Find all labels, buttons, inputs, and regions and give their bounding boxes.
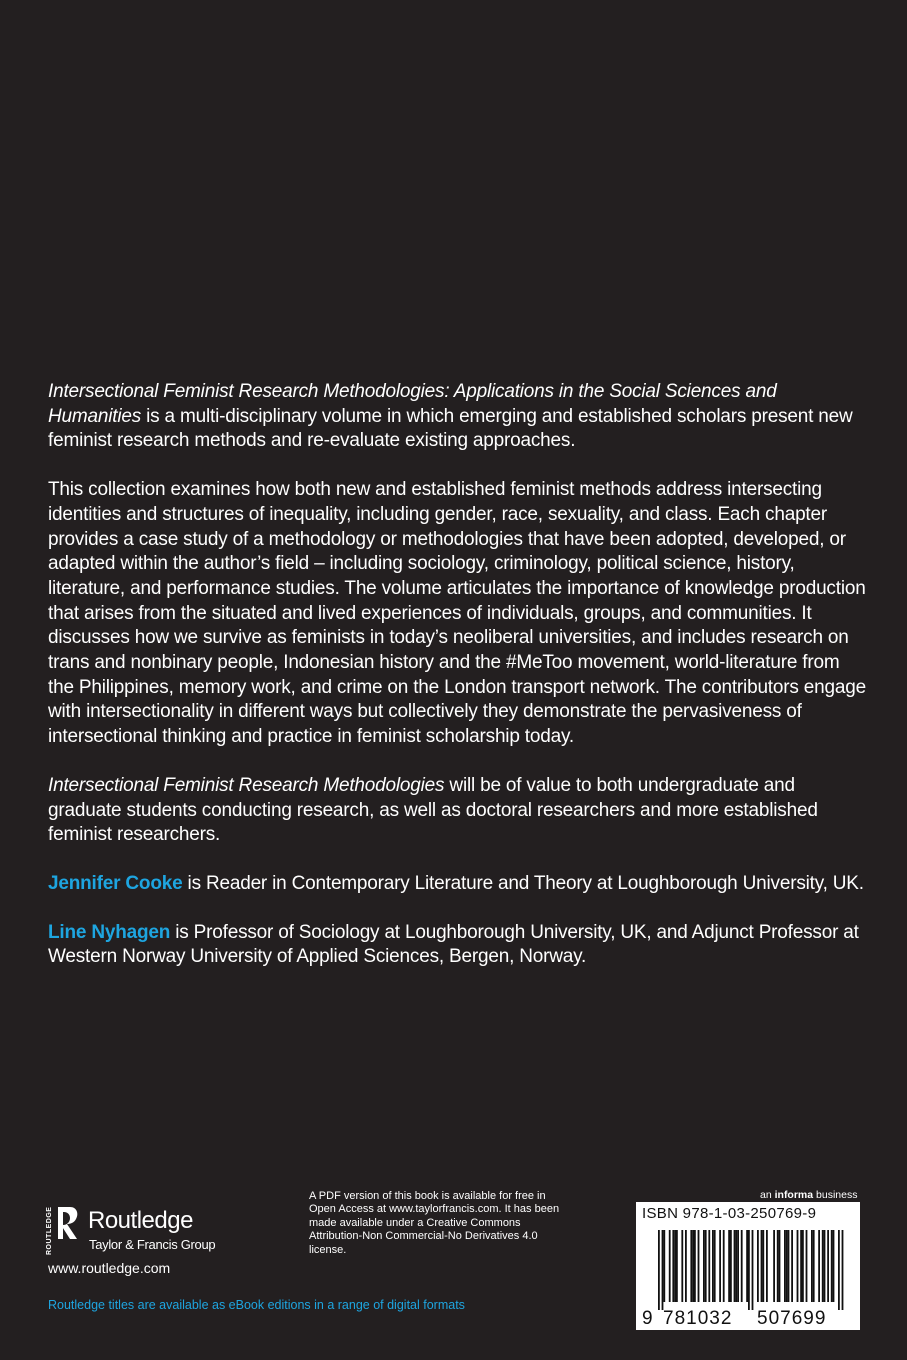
barcode-bar — [766, 1230, 768, 1302]
barcode-bar — [730, 1230, 732, 1302]
barcode-bar — [791, 1230, 793, 1302]
barcode-bar — [802, 1230, 804, 1302]
blurb-paragraph-3: Intersectional Feminist Research Methodologies will be of value to both undergraduate and graduate students conducting research, as well as doctoral researchers and more established feminist researchers. — [48, 774, 818, 846]
barcode-bar — [752, 1230, 754, 1310]
barcode-bar — [692, 1230, 694, 1302]
isbn-barcode-box — [636, 1202, 860, 1330]
barcode-bar — [784, 1230, 786, 1302]
barcode-left-digits: 781032 — [663, 1308, 733, 1328]
barcode-bar — [748, 1230, 750, 1310]
barcode-bar — [811, 1230, 813, 1302]
barcode-bar — [698, 1230, 700, 1302]
barcode-bar — [800, 1230, 802, 1302]
barcode-lead-digit: 9 — [642, 1308, 653, 1328]
barcode-bar — [714, 1230, 716, 1302]
barcode-bar — [728, 1230, 730, 1302]
barcode-right-digits: 507699 — [757, 1308, 827, 1328]
barcode-bar — [690, 1230, 692, 1302]
barcode-bar — [712, 1230, 714, 1302]
barcode-bar — [818, 1230, 820, 1302]
barcode-bar — [669, 1230, 671, 1302]
author-name: Line Nyhagen — [48, 921, 171, 943]
barcode-bar — [827, 1230, 829, 1302]
barcode-bar — [663, 1230, 665, 1302]
barcode-bar — [685, 1230, 687, 1302]
back-cover-blurb — [48, 380, 868, 994]
publisher-name: Routledge — [88, 1207, 193, 1234]
book-title-italic: Intersectional Feminist Research Methodologies — [48, 774, 445, 796]
barcode-bar — [676, 1230, 678, 1302]
barcode-bar — [734, 1230, 736, 1302]
publisher-url[interactable]: www.routledge.com — [48, 1260, 171, 1276]
barcode-bar — [779, 1230, 781, 1302]
barcode-bar — [813, 1230, 815, 1302]
barcode-bar — [797, 1230, 799, 1302]
routledge-r-icon — [46, 1205, 80, 1257]
book-title-italic: Intersectional Feminist Research Methodologies: Applications in the Social Sciences and Humanities — [48, 381, 777, 427]
barcode-bar — [658, 1230, 660, 1310]
barcode-bar — [842, 1230, 844, 1310]
barcode-bar — [822, 1230, 824, 1302]
barcode-bar — [703, 1230, 705, 1302]
barcode-bar — [761, 1230, 763, 1302]
barcode-bar — [737, 1230, 739, 1302]
open-access-note: A PDF version of this book is available for free in Open Access at www.taylorfrancis.com. It has been made available under a Creative Commons Attribution-Non Commercial-No Derivatives 4.0 license. — [309, 1190, 560, 1256]
barcode-bar — [662, 1230, 664, 1310]
author-bio-cooke: Jennifer Cooke is Reader in Contemporary Literature and Theory at Loughborough University, UK. — [48, 872, 864, 894]
barcode-bar — [723, 1230, 725, 1302]
blurb-paragraph-2: This collection examines how both new and established feminist methods address intersecting identities and structures of inequality, including gender, race, sexuality, and class. Each chapter provides a case study of a methodology or methodologies that have been adopted, developed, or adapted within the author’s field – including sociology, criminology, political science, history, literature, and performance studies. The volume articulates the importance of knowledge production that arises from the situated and lived experiences of individuals, groups, and communities. It discusses how we survive as feminists in today’s neoliberal universities, and includes research on trans and nonbinary people, Indonesian history and the #MeToo movement, world-literature from the Philippines, memory work, and crime on the London transport network. The contributors engage with intersectionality in different ways but collectively they demonstrate the pervasiveness of intersectional thinking and practice in feminist scholarship today. — [48, 479, 866, 748]
barcode — [636, 1228, 860, 1328]
barcode-bar — [708, 1230, 710, 1302]
barcode-bar — [762, 1230, 764, 1302]
isbn-label: ISBN 978-1-03-250769-9 — [642, 1205, 817, 1222]
informa-tagline: an informa business — [760, 1189, 858, 1201]
barcode-bar — [672, 1230, 674, 1302]
barcode-bars — [658, 1230, 843, 1310]
barcode-bar — [838, 1230, 840, 1310]
barcode-bar — [746, 1230, 748, 1302]
logo-vertical-text: ROUTLEDGE — [46, 1206, 53, 1255]
barcode-bar — [719, 1230, 721, 1302]
barcode-bar — [694, 1230, 696, 1302]
barcode-bar — [833, 1230, 835, 1302]
barcode-bar — [773, 1230, 775, 1302]
barcode-bar — [681, 1230, 683, 1302]
author-name: Jennifer Cooke — [48, 872, 183, 894]
barcode-bar — [741, 1230, 743, 1302]
barcode-bar — [786, 1230, 788, 1302]
barcode-bar — [777, 1230, 779, 1302]
barcode-bar — [705, 1230, 707, 1302]
author-bio-nyhagen: Line Nyhagen is Professor of Sociology at Loughborough University, UK, and Adjunct Professor at Western Norway University of Applied Sciences, Bergen, Norway. — [48, 921, 859, 968]
publisher-group: Taylor & Francis Group — [89, 1237, 216, 1252]
barcode-bar — [806, 1230, 808, 1302]
blurb-paragraph-1: Intersectional Feminist Research Methodologies: Applications in the Social Sciences and Humanities is a multi-disciplinary volume in which emerging and established scholars present new feminist research methods and re-evaluate existing approaches. — [48, 381, 853, 452]
ebook-note: Routledge titles are available as eBook editions in a range of digital formats — [48, 1298, 465, 1312]
barcode-bar — [674, 1230, 676, 1302]
barcode-bar — [824, 1230, 826, 1302]
barcode-bar — [831, 1230, 833, 1302]
routledge-logo — [46, 1205, 286, 1285]
barcode-bar — [788, 1230, 790, 1302]
barcode-bar — [757, 1230, 759, 1302]
barcode-bar — [735, 1230, 737, 1302]
